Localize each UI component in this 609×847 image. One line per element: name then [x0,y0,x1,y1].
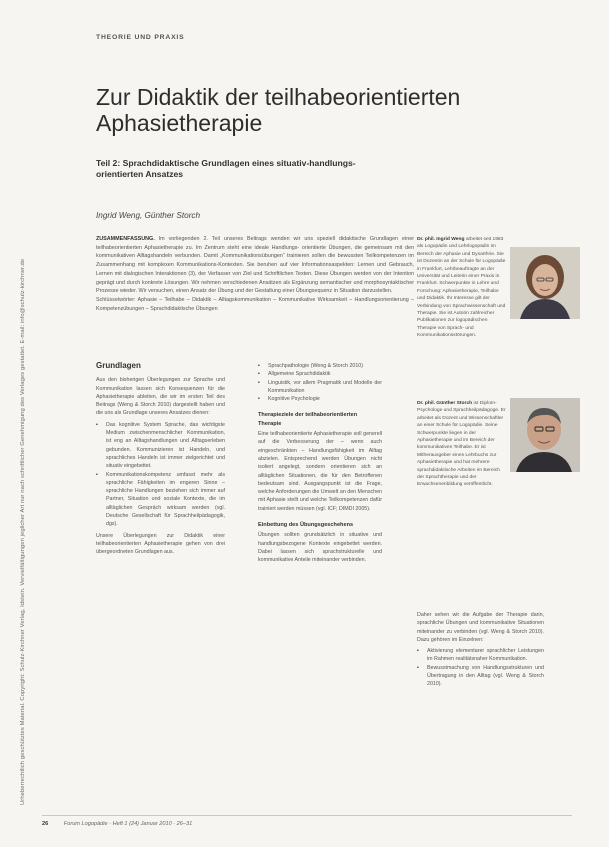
column-3 [417,611,544,692]
column1-intro: Aus den bisherigen Überlegungen zur Sprache und Kommunikation lassen sich Konsequenzen für die Aphasietherapie ableiten, die wir im ersten Teil des Beitrags (Weng & Storch 2010) dargestellt haben und die uns als Grundlage unseres Ansatzes dienen: [96,377,225,417]
article-title: Zur Didaktik der teilhabeorientierten Aphasietherapie [96,84,461,136]
column3-intro: Daher sehen wir die Aufgabe der Therapie darin, sprachliche Übungen und kommunikative Situationen miteinander zu verbinden (vgl. Weng & Storch 2010). Dazu gehören im Einzelnen: [417,612,544,643]
article-subtitle: Teil 2: Sprachdidaktische Grundlagen eines situativ-handlungs-orientierten Ansatzes [96,158,356,179]
list-item: ▪ Kommunikationskompetenz umfasst mehr als sprachliche Fähigkeiten im engeren Sinne – sprachliche Handlungen beziehen sich immer auf Partner, Situation und soziale Kontexte, die im alltäglichen Gespräch wirksam werden (vgl. Deutsche Gesellschaft für Sprachheilpädagogik, dgs). [104,471,225,529]
list-item: ▪ Sprachpathologie (Weng & Storch 2010) [266,362,382,370]
bio-name-storch: Dr. phil. Günther Storch [417,401,473,406]
list-item: ▪ Das kognitive System Sprache, das wichtigste Medium zwischenmenschlicher Kommunikation, ist eng an Alltagshandlungen und Alltagserleben gebunden. Kommunizieren ist Handeln, und sprachliches Handeln ist immer zielgerichtet und situativ eingebettet. [104,421,225,471]
bio-text-weng: arbeitet seit 1983 als Logopädin und Lehrlogopädin im Bereich der Aphasie und Dysarthrie. Sie ist Dozentin an der Schule für Logopädie in Frankfurt, Lehrbeauftragte an der Universität und Leiterin einer Praxis in Frankfurt. Schwerpunkte in Lehre und Forschung: Aphasietherapie, Teilhabe und Didaktik. Ihr Interesse gilt der Verbindung von Sprachwissenschaft und Therapie. Sie ist Autorin zahlreicher Publikationen zur logopädischen Therapie von Sprach- und Kommunikationsstörungen. [417,237,506,339]
list-item: ▪ Bewusstmachung von Handlungsstrukturen und Übertragung in den Alltag (vgl. Weng & Storch 2010). [425,664,544,689]
article-authors: Ingrid Weng, Günther Storch [96,211,201,220]
column-2 [258,362,382,568]
abstract [96,235,414,313]
portrait-woman-icon [510,247,580,319]
bio-text-storch: ist Diplom-Psychologe und Sprachheilpädagoge. Er arbeitet als Dozent und Wissenschaftler an einer Schule für Logopädie. Seine Schwerpunkte liegen in der Aphasietherapie und im Bereich der kommunikativen Teilhabe. Er ist Mitherausgeber eines Lehrbuchs zur Aphasietherapie und hat mehrere sprachdidaktische Arbeiten im Bereich der Sprachtherapie und der Erwachsenenbildung veröffentlicht. [417,401,506,488]
section-label: THEORIE UND PRAXIS [96,34,185,41]
author-bio-weng [417,236,514,340]
portrait-man-icon [510,398,580,472]
column2-para-1: Eine teilhabeorientierte Aphasietherapie soll generell auf die Verbesserung der – wenn auch eingeschränkten – Handlungsfähigkeit im Alltag abzielen. Entsprechend werden Übungen nicht isoliert angelegt, sondern orientieren sich an alltäglichen Situationen, die für den Betroffenen bedeutsam sind. Ausgangspunkt ist die Frage, welche Anforderungen die Umwelt an den Menschen mit Aphasie stellt und welche Teilkompetenzen dafür trainiert werden müssen (vgl. ICF; DIMDI 2005). [258,431,382,512]
journal-reference: Forum Logopädie · Heft 1 (24) Januar 2010 · 26–31 [63,821,193,827]
author-bio-storch [417,400,514,489]
page-footer [42,815,572,835]
list-item: ▪ Allgemeine Sprachdidaktik [266,370,382,378]
subheading-therapieziele: Therapieziele der teilhabeorientierten Therapie [258,412,358,427]
list-item: ▪ Kognitive Psychologie [266,395,382,403]
section-heading-grundlagen: Grundlagen [96,361,141,370]
author-photo-weng [510,247,580,319]
column2-list [258,362,382,403]
author-photo-storch [510,398,580,472]
list-item: ▪ Aktivierung elementarer sprachlicher Leistungen im Rahmen realitätsnaher Kommunikation. [425,647,544,664]
subheading-einbettung: Einbettung des Übungsgeschehens [258,522,354,529]
bio-name-weng: Dr. phil. Ingrid Weng [417,237,465,242]
copyright-margin-strip [20,45,34,805]
abstract-keywords: Schlüsselwörter: Aphasie – Teilhabe – Didaktik – Alltagskommunikation – Kommunikative Wirksamkeit – Handlungsorientierung – Kompetenzübungen – Sprachdidaktische Übungen [96,296,414,312]
list-item: ▪ Linguistik, vor allem Pragmatik und Modelle der Kommunikation [266,379,382,396]
page-number: 26 [42,821,49,827]
column1-outro: Unsere Überlegungen zur Didaktik einer teilhabeorientierten Aphasietherapie gehen von drei übergeordneten Grundlagen aus. [96,532,225,556]
column2-para-2: Übungen sollten grundsätzlich in situative und handlungsbezogene Kontexte eingebettet werden. Dabei lassen sich sprachstrukturelle und kommunikative Anteile miteinander verbinden. [258,532,382,564]
column1-list [96,421,225,529]
column-1 [96,362,225,560]
column3-list [417,647,544,688]
copyright-margin-text: Urheberrechtlich geschütztes Material. Copyright: Schulz-Kirchner Verlag, Idstein. Vervielfältigungen jeglicher Art nur nach schriftlicher Genehmigung des Verlages gestattet. E-mail: info@schulz-kirchner.de [20,258,26,805]
abstract-text: Im vorliegenden 2. Teil unseres Beitrags wenden wir uns speziell didaktische Grundlagen einer teilhabeorientierten Aphasietherapie zu. Im Zentrum steht eine ideale Handlungs- orientierte Übungen, die gemeinsam mit den kommunikativen Alltagshandeln verbunden. Damit „Kommunikationsübungen“ trainieren sollen die bewussten Teilkompetenzen im Zusammenhang mit komplexen Kommunikations-Kontexten. Sie beruhen auf vier Informationsaspekten: Lernen und Gebrauch, Lernen mit dialogischen Interaktionen (3), der Verfasser von Ziel und Schriftlichen Texten. Diese Übungen werden von der Intention geprägt und durch konkrete Lösungen. Wir nehmen verschiedenen Ansätzen als Ergänzung semantischer und morphosyntaktischer Prozesse wieder. Wir versuchen, einen Ansatz der Übung und der Gestaltung einer Übungsequenz in Situation darzustellen. [96,236,415,295]
abstract-label: ZUSAMMENFASSUNG. [96,236,155,242]
